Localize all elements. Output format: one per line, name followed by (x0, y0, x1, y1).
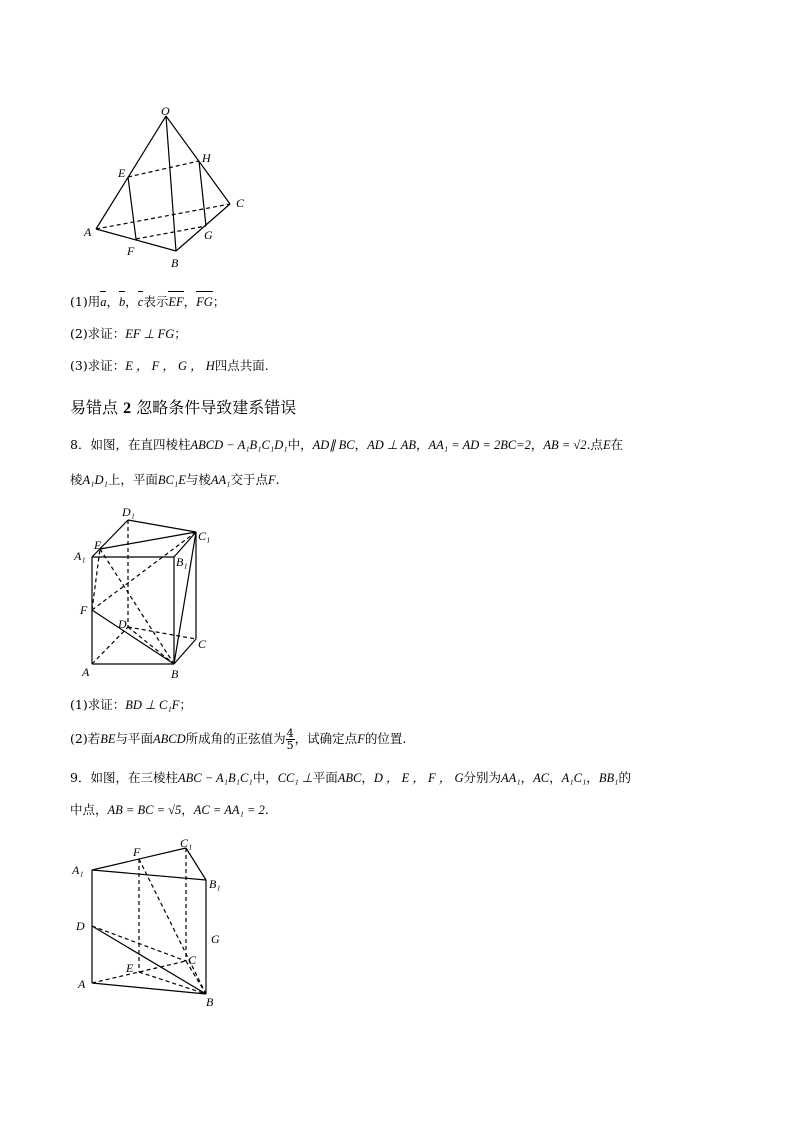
q8-part1: (1)求证：BD ⊥ C₁F； (70, 697, 192, 712)
label-b1: B₁ (176, 555, 188, 569)
q7-part3: (3)求证：E ， F ， G ， H四点共面. (70, 358, 269, 373)
label-g: G (211, 932, 220, 946)
vector-a: a (100, 295, 107, 309)
label-c1: C₁ (198, 529, 211, 543)
label-d: D (118, 617, 127, 631)
label-f: F (80, 603, 88, 617)
label-a1: A₁ (74, 549, 86, 563)
label-c1: C₁ (180, 836, 193, 850)
label-b: B (206, 995, 214, 1009)
label-g: G (204, 228, 213, 242)
section-heading: 易错点 2 忽略条件导致建系错误 (70, 398, 297, 417)
vector-ef: EF (168, 295, 184, 309)
q9-line2: 中点，AB = BC = √5，AC = AA₁ = 2. (70, 802, 269, 817)
label-e: E (126, 961, 134, 975)
label-b1: B₁ (209, 877, 221, 891)
label-b: B (171, 256, 179, 270)
q8-line2: 棱A₁D₁上，平面BC₁E与棱AA₁交于点F. (70, 472, 280, 487)
fraction-four-fifths: $\frac{4}{5}$ (286, 727, 294, 752)
label-c: C (188, 953, 197, 967)
label-e: E (118, 166, 126, 180)
vector-b: b (118, 295, 126, 309)
label-a: A (84, 225, 92, 239)
label-b: B (171, 667, 179, 680)
label-e: E (94, 538, 102, 552)
label-f: F (133, 845, 141, 859)
label-d1: D₁ (122, 505, 135, 519)
q8-line1: 8．如图，在直四棱柱ABCD − A₁B₁C₁D₁中，AD∥ BC，AD ⊥ AB，AA₁ = AD = 2BC=2，AB = √2.点E在 (70, 437, 624, 452)
label-a: A (78, 977, 86, 991)
label-f: F (127, 244, 135, 258)
quadrilateral-prism-figure (70, 502, 220, 680)
label-h: H (202, 151, 211, 165)
label-o: O (161, 105, 170, 118)
label-a: A (82, 665, 90, 679)
label-d: D (76, 919, 85, 933)
tetrahedron-figure (80, 105, 260, 270)
q7-part1: (1)用a，b，c表示EF，FG； (70, 294, 226, 309)
q9-line1: 9．如图，在三棱柱ABC − A₁B₁C₁中，CC₁ ⊥平面ABC，D ， E ， F ， G分别为AA₁，AC，A₁C₁，BB₁的 (70, 770, 631, 785)
label-c: C (236, 196, 245, 210)
vector-c: c (137, 295, 144, 309)
vector-fg: FG (196, 295, 213, 309)
triangular-prism-figure (70, 834, 230, 1010)
q7-part2: (2)求证：EF ⊥ FG； (70, 326, 187, 341)
label-c: C (198, 637, 207, 651)
label-a1: A₁ (72, 863, 84, 877)
q8-part2: (2)若BE与平面ABCD所成角的正弦值为 $\frac{4}{5}$ ，试确定点F的位置. (70, 727, 407, 752)
